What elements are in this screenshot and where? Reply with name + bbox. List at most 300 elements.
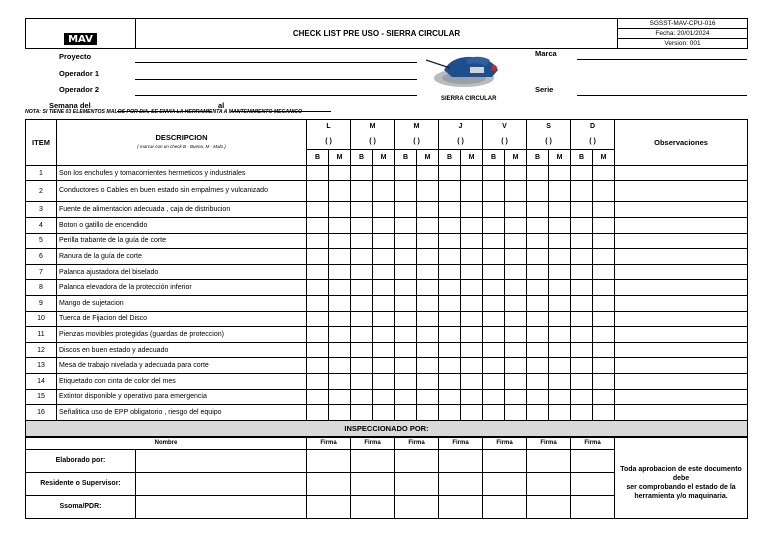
check-cell[interactable] bbox=[351, 181, 373, 202]
item-description: Pienzas movibles protegidas (guardas de proteccion) bbox=[57, 327, 307, 343]
operator1-field[interactable] bbox=[135, 79, 417, 80]
doc-version: Version: 001 bbox=[618, 39, 748, 49]
observation-cell[interactable] bbox=[615, 327, 748, 343]
day-wednesday: M bbox=[395, 120, 439, 135]
check-cell[interactable] bbox=[505, 249, 527, 265]
check-cell[interactable] bbox=[373, 217, 395, 233]
check-cell[interactable] bbox=[527, 405, 549, 421]
day-date-paren[interactable]: ( ) bbox=[395, 135, 439, 150]
week-to-label: al bbox=[218, 101, 225, 110]
maintenance-note: NOTA: SI TIENE 03 ELEMENTOS MALOS POR DIA, SE ENVIA LA HERRAMIENTA A MANTENIMIENTO MECANICO bbox=[25, 109, 303, 115]
signature-cell[interactable] bbox=[307, 472, 351, 495]
check-cell[interactable] bbox=[417, 358, 439, 374]
check-cell[interactable] bbox=[483, 249, 505, 265]
check-cell[interactable] bbox=[395, 280, 417, 296]
bueno-header: B bbox=[395, 150, 417, 166]
check-cell[interactable] bbox=[527, 373, 549, 389]
check-cell[interactable] bbox=[307, 280, 329, 296]
check-cell[interactable] bbox=[483, 389, 505, 405]
observation-cell[interactable] bbox=[615, 373, 748, 389]
check-cell[interactable] bbox=[351, 358, 373, 374]
check-cell[interactable] bbox=[483, 295, 505, 311]
check-cell[interactable] bbox=[483, 233, 505, 249]
check-cell[interactable] bbox=[329, 202, 351, 218]
check-cell[interactable] bbox=[593, 280, 615, 296]
check-cell[interactable] bbox=[373, 295, 395, 311]
check-cell[interactable] bbox=[395, 327, 417, 343]
check-cell[interactable] bbox=[395, 264, 417, 280]
check-cell[interactable] bbox=[461, 181, 483, 202]
check-cell[interactable] bbox=[549, 373, 571, 389]
check-cell[interactable] bbox=[483, 264, 505, 280]
check-cell[interactable] bbox=[593, 358, 615, 374]
observation-cell[interactable] bbox=[615, 295, 748, 311]
check-cell[interactable] bbox=[351, 373, 373, 389]
operator1-label: Operador 1 bbox=[59, 69, 100, 78]
signature-cell[interactable] bbox=[351, 449, 395, 472]
check-cell[interactable] bbox=[527, 389, 549, 405]
item-description: Palanca elevadora de la protección inferior bbox=[57, 280, 307, 296]
signature-cell[interactable] bbox=[527, 449, 571, 472]
check-cell[interactable] bbox=[417, 373, 439, 389]
check-cell[interactable] bbox=[329, 327, 351, 343]
observations-header: Observaciones bbox=[615, 120, 748, 166]
check-cell[interactable] bbox=[417, 280, 439, 296]
observation-cell[interactable] bbox=[615, 358, 748, 374]
check-cell[interactable] bbox=[395, 233, 417, 249]
check-cell[interactable] bbox=[373, 311, 395, 327]
approval-line-1: Toda aprobacion de este documento debe bbox=[620, 466, 742, 483]
ssoma-name[interactable] bbox=[136, 495, 307, 518]
check-cell[interactable] bbox=[461, 327, 483, 343]
signature-cell[interactable] bbox=[571, 495, 615, 518]
check-cell[interactable] bbox=[571, 295, 593, 311]
check-cell[interactable] bbox=[571, 249, 593, 265]
check-cell[interactable] bbox=[417, 327, 439, 343]
signature-cell[interactable] bbox=[351, 495, 395, 518]
signature-cell[interactable] bbox=[439, 449, 483, 472]
check-cell[interactable] bbox=[571, 264, 593, 280]
check-cell[interactable] bbox=[329, 264, 351, 280]
check-cell[interactable] bbox=[571, 202, 593, 218]
signature-cell[interactable] bbox=[571, 472, 615, 495]
prepared-by-name[interactable] bbox=[136, 449, 307, 472]
check-cell[interactable] bbox=[395, 249, 417, 265]
check-cell[interactable] bbox=[329, 233, 351, 249]
check-cell[interactable] bbox=[329, 217, 351, 233]
check-cell[interactable] bbox=[417, 233, 439, 249]
check-cell[interactable] bbox=[373, 389, 395, 405]
check-cell[interactable] bbox=[527, 264, 549, 280]
check-cell[interactable] bbox=[593, 389, 615, 405]
check-cell[interactable] bbox=[307, 405, 329, 421]
check-cell[interactable] bbox=[505, 358, 527, 374]
check-cell[interactable] bbox=[417, 342, 439, 358]
check-cell[interactable] bbox=[307, 249, 329, 265]
observation-cell[interactable] bbox=[615, 264, 748, 280]
day-date-paren[interactable]: ( ) bbox=[527, 135, 571, 150]
check-cell[interactable] bbox=[351, 342, 373, 358]
check-cell[interactable] bbox=[395, 389, 417, 405]
check-cell[interactable] bbox=[505, 181, 527, 202]
check-cell[interactable] bbox=[351, 389, 373, 405]
check-cell[interactable] bbox=[395, 405, 417, 421]
check-cell[interactable] bbox=[373, 233, 395, 249]
check-cell[interactable] bbox=[593, 373, 615, 389]
check-cell[interactable] bbox=[439, 165, 461, 181]
observation-cell[interactable] bbox=[615, 342, 748, 358]
check-cell[interactable] bbox=[549, 280, 571, 296]
check-cell[interactable] bbox=[505, 327, 527, 343]
check-cell[interactable] bbox=[505, 202, 527, 218]
checklist-row bbox=[26, 233, 748, 249]
check-cell[interactable] bbox=[571, 358, 593, 374]
signature-header: Firma bbox=[571, 437, 615, 449]
check-cell[interactable] bbox=[417, 217, 439, 233]
check-cell[interactable] bbox=[329, 373, 351, 389]
check-cell[interactable] bbox=[395, 165, 417, 181]
check-cell[interactable] bbox=[505, 217, 527, 233]
check-cell[interactable] bbox=[549, 181, 571, 202]
day-date-paren[interactable]: ( ) bbox=[307, 135, 351, 150]
observation-cell[interactable] bbox=[615, 389, 748, 405]
check-cell[interactable] bbox=[373, 342, 395, 358]
check-cell[interactable] bbox=[373, 249, 395, 265]
check-cell[interactable] bbox=[483, 327, 505, 343]
check-cell[interactable] bbox=[549, 202, 571, 218]
check-cell[interactable] bbox=[351, 202, 373, 218]
check-cell[interactable] bbox=[549, 165, 571, 181]
check-cell[interactable] bbox=[571, 165, 593, 181]
signature-cell[interactable] bbox=[571, 449, 615, 472]
checklist-row bbox=[26, 405, 748, 421]
check-cell[interactable] bbox=[593, 311, 615, 327]
signature-cell[interactable] bbox=[395, 495, 439, 518]
check-cell[interactable] bbox=[307, 342, 329, 358]
check-cell[interactable] bbox=[571, 342, 593, 358]
check-cell[interactable] bbox=[351, 264, 373, 280]
check-cell[interactable] bbox=[549, 249, 571, 265]
malo-header: M bbox=[549, 150, 571, 166]
operator2-field[interactable] bbox=[135, 95, 417, 96]
check-cell[interactable] bbox=[483, 165, 505, 181]
check-cell[interactable] bbox=[505, 405, 527, 421]
check-cell[interactable] bbox=[307, 233, 329, 249]
check-cell[interactable] bbox=[307, 389, 329, 405]
check-cell[interactable] bbox=[307, 217, 329, 233]
check-cell[interactable] bbox=[527, 311, 549, 327]
check-cell[interactable] bbox=[549, 389, 571, 405]
check-cell[interactable] bbox=[439, 181, 461, 202]
check-cell[interactable] bbox=[505, 233, 527, 249]
observation-cell[interactable] bbox=[615, 165, 748, 181]
check-cell[interactable] bbox=[329, 358, 351, 374]
check-cell[interactable] bbox=[527, 165, 549, 181]
check-cell[interactable] bbox=[483, 342, 505, 358]
check-cell[interactable] bbox=[307, 165, 329, 181]
signature-header: Firma bbox=[307, 437, 351, 449]
bueno-header: B bbox=[439, 150, 461, 166]
observation-cell[interactable] bbox=[615, 280, 748, 296]
check-cell[interactable] bbox=[571, 311, 593, 327]
check-cell[interactable] bbox=[571, 405, 593, 421]
check-cell[interactable] bbox=[395, 373, 417, 389]
check-cell[interactable] bbox=[439, 405, 461, 421]
check-cell[interactable] bbox=[373, 280, 395, 296]
checklist-row bbox=[26, 202, 748, 218]
check-cell[interactable] bbox=[527, 233, 549, 249]
check-cell[interactable] bbox=[571, 280, 593, 296]
check-cell[interactable] bbox=[461, 280, 483, 296]
check-cell[interactable] bbox=[351, 405, 373, 421]
check-cell[interactable] bbox=[329, 249, 351, 265]
check-cell[interactable] bbox=[439, 264, 461, 280]
check-cell[interactable] bbox=[593, 233, 615, 249]
check-cell[interactable] bbox=[395, 181, 417, 202]
check-cell[interactable] bbox=[593, 202, 615, 218]
project-field[interactable] bbox=[135, 62, 417, 63]
day-date-paren[interactable]: ( ) bbox=[351, 135, 395, 150]
malo-header: M bbox=[329, 150, 351, 166]
check-cell[interactable] bbox=[527, 202, 549, 218]
signature-cell[interactable] bbox=[439, 472, 483, 495]
observation-cell[interactable] bbox=[615, 202, 748, 218]
check-cell[interactable] bbox=[593, 181, 615, 202]
check-cell[interactable] bbox=[483, 202, 505, 218]
observation-cell[interactable] bbox=[615, 217, 748, 233]
check-cell[interactable] bbox=[505, 373, 527, 389]
check-cell[interactable] bbox=[593, 165, 615, 181]
check-cell[interactable] bbox=[351, 327, 373, 343]
check-cell[interactable] bbox=[395, 358, 417, 374]
check-cell[interactable] bbox=[329, 295, 351, 311]
check-cell[interactable] bbox=[527, 295, 549, 311]
item-description: Mesa de trabajo nivelada y adecuada para corte bbox=[57, 358, 307, 374]
check-cell[interactable] bbox=[549, 233, 571, 249]
check-cell[interactable] bbox=[483, 181, 505, 202]
check-cell[interactable] bbox=[461, 165, 483, 181]
check-cell[interactable] bbox=[571, 373, 593, 389]
check-cell[interactable] bbox=[439, 389, 461, 405]
check-cell[interactable] bbox=[373, 405, 395, 421]
check-cell[interactable] bbox=[351, 165, 373, 181]
check-cell[interactable] bbox=[505, 295, 527, 311]
check-cell[interactable] bbox=[373, 327, 395, 343]
signature-cell[interactable] bbox=[527, 472, 571, 495]
check-cell[interactable] bbox=[329, 342, 351, 358]
check-cell[interactable] bbox=[527, 181, 549, 202]
check-cell[interactable] bbox=[461, 389, 483, 405]
check-cell[interactable] bbox=[395, 217, 417, 233]
check-cell[interactable] bbox=[351, 249, 373, 265]
check-cell[interactable] bbox=[527, 249, 549, 265]
check-cell[interactable] bbox=[417, 405, 439, 421]
check-cell[interactable] bbox=[571, 233, 593, 249]
check-cell[interactable] bbox=[549, 327, 571, 343]
check-cell[interactable] bbox=[417, 249, 439, 265]
check-cell[interactable] bbox=[439, 217, 461, 233]
supervisor-name[interactable] bbox=[136, 472, 307, 495]
signature-cell[interactable] bbox=[351, 472, 395, 495]
check-cell[interactable] bbox=[461, 264, 483, 280]
check-cell[interactable] bbox=[373, 181, 395, 202]
check-cell[interactable] bbox=[549, 295, 571, 311]
day-date-paren[interactable]: ( ) bbox=[571, 135, 615, 150]
check-cell[interactable] bbox=[373, 358, 395, 374]
check-cell[interactable] bbox=[417, 264, 439, 280]
check-cell[interactable] bbox=[593, 405, 615, 421]
observation-cell[interactable] bbox=[615, 233, 748, 249]
check-cell[interactable] bbox=[373, 165, 395, 181]
observation-cell[interactable] bbox=[615, 181, 748, 202]
check-cell[interactable] bbox=[483, 311, 505, 327]
check-cell[interactable] bbox=[373, 202, 395, 218]
check-cell[interactable] bbox=[571, 327, 593, 343]
check-cell[interactable] bbox=[307, 264, 329, 280]
check-cell[interactable] bbox=[527, 217, 549, 233]
check-cell[interactable] bbox=[417, 181, 439, 202]
check-cell[interactable] bbox=[439, 342, 461, 358]
check-cell[interactable] bbox=[549, 264, 571, 280]
check-cell[interactable] bbox=[439, 233, 461, 249]
check-cell[interactable] bbox=[461, 233, 483, 249]
check-cell[interactable] bbox=[505, 342, 527, 358]
check-cell[interactable] bbox=[461, 202, 483, 218]
check-cell[interactable] bbox=[593, 342, 615, 358]
signature-cell[interactable] bbox=[483, 449, 527, 472]
check-cell[interactable] bbox=[505, 264, 527, 280]
check-cell[interactable] bbox=[439, 295, 461, 311]
check-cell[interactable] bbox=[307, 202, 329, 218]
check-cell[interactable] bbox=[329, 165, 351, 181]
check-cell[interactable] bbox=[395, 342, 417, 358]
check-cell[interactable] bbox=[351, 295, 373, 311]
check-cell[interactable] bbox=[505, 389, 527, 405]
check-cell[interactable] bbox=[593, 327, 615, 343]
check-cell[interactable] bbox=[417, 389, 439, 405]
check-cell[interactable] bbox=[417, 295, 439, 311]
check-cell[interactable] bbox=[329, 389, 351, 405]
check-cell[interactable] bbox=[505, 311, 527, 327]
document-title: CHECK LIST PRE USO - SIERRA CIRCULAR bbox=[136, 19, 618, 49]
signature-cell[interactable] bbox=[527, 495, 571, 518]
check-cell[interactable] bbox=[483, 280, 505, 296]
check-cell[interactable] bbox=[549, 342, 571, 358]
signature-cell[interactable] bbox=[483, 472, 527, 495]
observation-cell[interactable] bbox=[615, 405, 748, 421]
check-cell[interactable] bbox=[307, 181, 329, 202]
check-cell[interactable] bbox=[527, 327, 549, 343]
check-cell[interactable] bbox=[439, 327, 461, 343]
observation-cell[interactable] bbox=[615, 249, 748, 265]
item-header: ITEM bbox=[26, 120, 57, 166]
day-date-paren[interactable]: ( ) bbox=[483, 135, 527, 150]
check-cell[interactable] bbox=[329, 280, 351, 296]
check-cell[interactable] bbox=[461, 217, 483, 233]
check-cell[interactable] bbox=[439, 311, 461, 327]
check-cell[interactable] bbox=[483, 405, 505, 421]
check-cell[interactable] bbox=[571, 181, 593, 202]
check-cell[interactable] bbox=[593, 264, 615, 280]
check-cell[interactable] bbox=[527, 342, 549, 358]
check-cell[interactable] bbox=[307, 358, 329, 374]
check-cell[interactable] bbox=[527, 280, 549, 296]
check-cell[interactable] bbox=[307, 295, 329, 311]
check-cell[interactable] bbox=[461, 358, 483, 374]
check-cell[interactable] bbox=[483, 217, 505, 233]
signature-cell[interactable] bbox=[439, 495, 483, 518]
check-cell[interactable] bbox=[417, 202, 439, 218]
check-cell[interactable] bbox=[549, 311, 571, 327]
check-cell[interactable] bbox=[461, 311, 483, 327]
signature-cell[interactable] bbox=[395, 449, 439, 472]
signature-cell[interactable] bbox=[483, 495, 527, 518]
check-cell[interactable] bbox=[373, 264, 395, 280]
check-cell[interactable] bbox=[439, 358, 461, 374]
check-cell[interactable] bbox=[483, 358, 505, 374]
check-cell[interactable] bbox=[571, 389, 593, 405]
serial-field[interactable] bbox=[577, 95, 747, 96]
check-cell[interactable] bbox=[505, 280, 527, 296]
check-cell[interactable] bbox=[439, 202, 461, 218]
signature-cell[interactable] bbox=[395, 472, 439, 495]
brand-field[interactable] bbox=[577, 59, 747, 60]
check-cell[interactable] bbox=[593, 249, 615, 265]
signature-cell[interactable] bbox=[307, 495, 351, 518]
check-cell[interactable] bbox=[395, 311, 417, 327]
check-cell[interactable] bbox=[373, 373, 395, 389]
check-cell[interactable] bbox=[351, 280, 373, 296]
check-cell[interactable] bbox=[461, 373, 483, 389]
check-cell[interactable] bbox=[329, 181, 351, 202]
check-cell[interactable] bbox=[549, 405, 571, 421]
check-cell[interactable] bbox=[505, 165, 527, 181]
check-cell[interactable] bbox=[593, 217, 615, 233]
check-cell[interactable] bbox=[549, 358, 571, 374]
check-cell[interactable] bbox=[527, 358, 549, 374]
check-cell[interactable] bbox=[461, 342, 483, 358]
check-cell[interactable] bbox=[571, 217, 593, 233]
day-date-paren[interactable]: ( ) bbox=[439, 135, 483, 150]
check-cell[interactable] bbox=[483, 373, 505, 389]
doc-code: SGSST-MAV-CPU-016 bbox=[618, 19, 748, 29]
check-cell[interactable] bbox=[329, 405, 351, 421]
check-cell[interactable] bbox=[351, 217, 373, 233]
check-cell[interactable] bbox=[417, 165, 439, 181]
check-cell[interactable] bbox=[439, 373, 461, 389]
check-cell[interactable] bbox=[593, 295, 615, 311]
check-cell[interactable] bbox=[439, 249, 461, 265]
check-cell[interactable] bbox=[307, 373, 329, 389]
observation-cell[interactable] bbox=[615, 311, 748, 327]
check-cell[interactable] bbox=[351, 233, 373, 249]
check-cell[interactable] bbox=[395, 202, 417, 218]
check-cell[interactable] bbox=[417, 311, 439, 327]
circular-saw-image bbox=[422, 50, 512, 92]
item-description: Extintor disponible y operativo para emergencia bbox=[57, 389, 307, 405]
check-cell[interactable] bbox=[549, 217, 571, 233]
check-cell[interactable] bbox=[439, 280, 461, 296]
signature-cell[interactable] bbox=[307, 449, 351, 472]
check-cell[interactable] bbox=[307, 311, 329, 327]
check-cell[interactable] bbox=[329, 311, 351, 327]
check-cell[interactable] bbox=[461, 295, 483, 311]
check-cell[interactable] bbox=[461, 249, 483, 265]
check-cell[interactable] bbox=[307, 327, 329, 343]
check-cell[interactable] bbox=[461, 405, 483, 421]
check-cell[interactable] bbox=[395, 295, 417, 311]
check-cell[interactable] bbox=[351, 311, 373, 327]
